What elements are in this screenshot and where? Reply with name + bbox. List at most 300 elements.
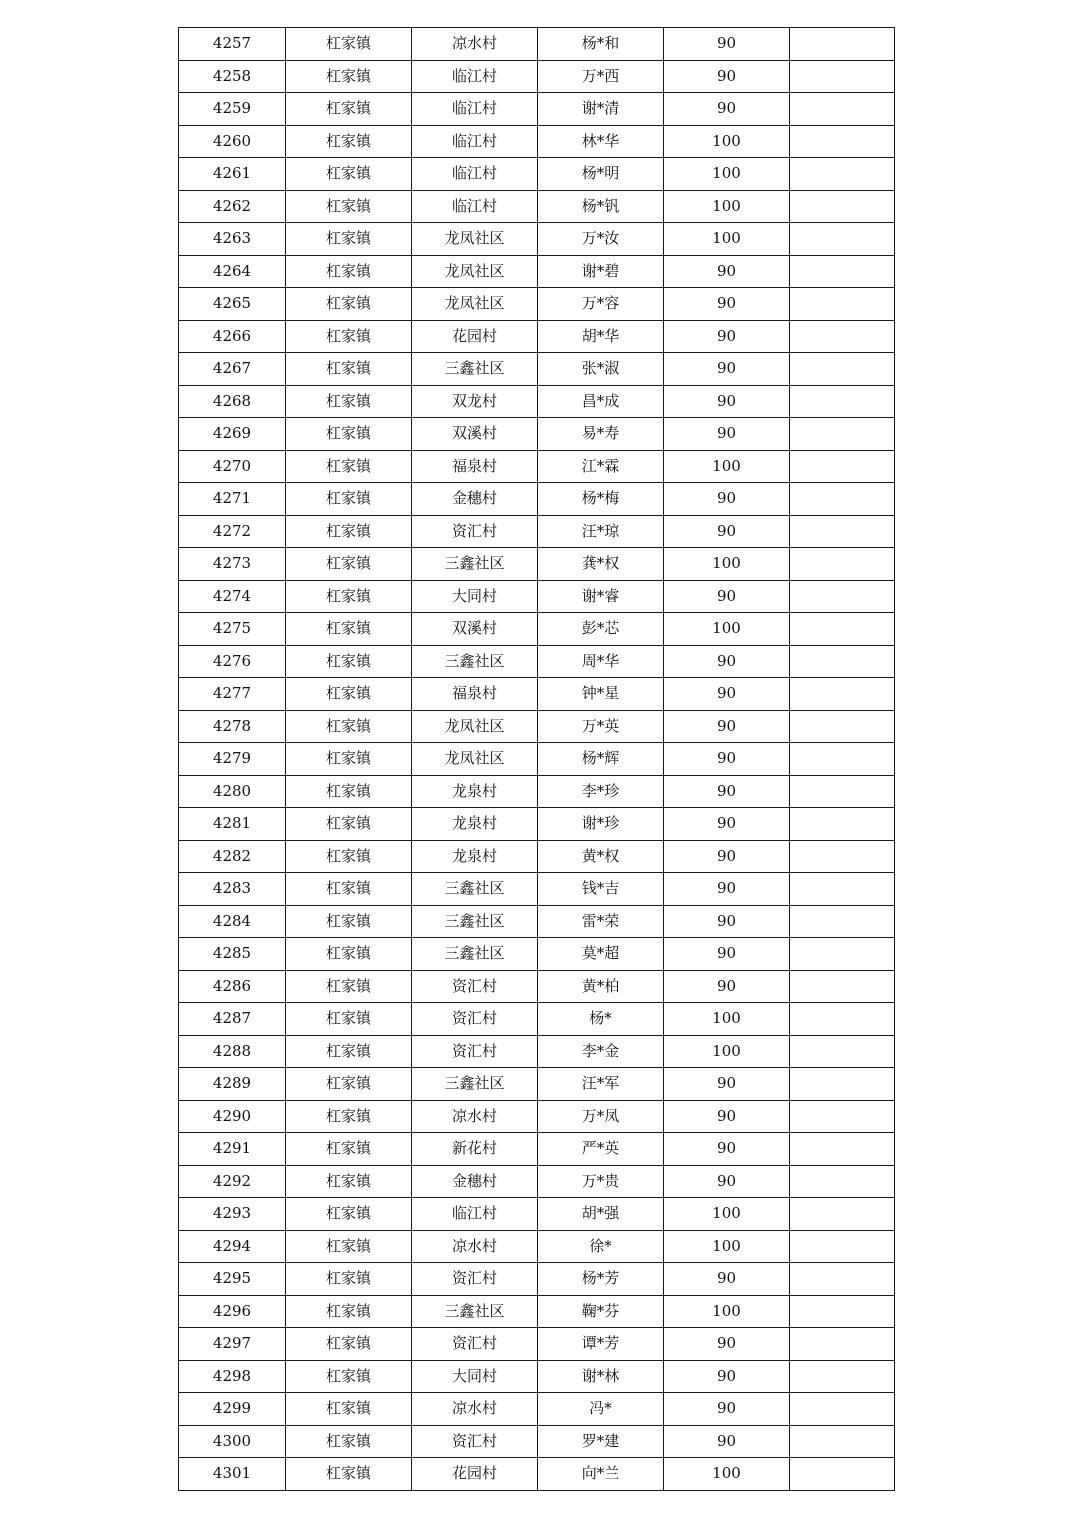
cell-village: 龙泉村 bbox=[412, 840, 538, 873]
cell-village: 资汇村 bbox=[412, 1263, 538, 1296]
cell-name: 谢*清 bbox=[538, 93, 664, 126]
cell-town: 杠家镇 bbox=[286, 1165, 412, 1198]
cell-number: 4278 bbox=[179, 710, 286, 743]
cell-town: 杠家镇 bbox=[286, 613, 412, 646]
cell-village: 资汇村 bbox=[412, 1035, 538, 1068]
cell-number: 4277 bbox=[179, 678, 286, 711]
cell-name: 谢*碧 bbox=[538, 255, 664, 288]
cell-town: 杠家镇 bbox=[286, 1360, 412, 1393]
cell-name: 万*凤 bbox=[538, 1100, 664, 1133]
cell-amount: 100 bbox=[664, 158, 790, 191]
cell-name: 周*华 bbox=[538, 645, 664, 678]
cell-town: 杠家镇 bbox=[286, 1003, 412, 1036]
cell-town: 杠家镇 bbox=[286, 1328, 412, 1361]
cell-name: 徐* bbox=[538, 1230, 664, 1263]
cell-note bbox=[790, 905, 895, 938]
cell-town: 杠家镇 bbox=[286, 710, 412, 743]
table-row bbox=[179, 580, 895, 613]
cell-amount: 90 bbox=[664, 1360, 790, 1393]
cell-name: 钟*星 bbox=[538, 678, 664, 711]
cell-number: 4264 bbox=[179, 255, 286, 288]
cell-note bbox=[790, 1035, 895, 1068]
cell-amount: 90 bbox=[664, 1165, 790, 1198]
cell-village: 三鑫社区 bbox=[412, 1068, 538, 1101]
cell-name: 谢*珍 bbox=[538, 808, 664, 841]
cell-town: 杠家镇 bbox=[286, 775, 412, 808]
cell-note bbox=[790, 1328, 895, 1361]
cell-number: 4296 bbox=[179, 1295, 286, 1328]
cell-village: 龙凤社区 bbox=[412, 223, 538, 256]
cell-number: 4284 bbox=[179, 905, 286, 938]
cell-name: 罗*建 bbox=[538, 1425, 664, 1458]
cell-amount: 90 bbox=[664, 905, 790, 938]
cell-amount: 90 bbox=[664, 580, 790, 613]
cell-note bbox=[790, 1100, 895, 1133]
table-row bbox=[179, 1230, 895, 1263]
cell-name: 向*兰 bbox=[538, 1458, 664, 1491]
cell-note bbox=[790, 1068, 895, 1101]
cell-amount: 90 bbox=[664, 645, 790, 678]
cell-town: 杠家镇 bbox=[286, 60, 412, 93]
cell-village: 三鑫社区 bbox=[412, 905, 538, 938]
cell-note bbox=[790, 418, 895, 451]
cell-number: 4288 bbox=[179, 1035, 286, 1068]
cell-note bbox=[790, 938, 895, 971]
table-row bbox=[179, 743, 895, 776]
table-row bbox=[179, 418, 895, 451]
cell-number: 4275 bbox=[179, 613, 286, 646]
cell-number: 4268 bbox=[179, 385, 286, 418]
cell-note bbox=[790, 320, 895, 353]
cell-village: 三鑫社区 bbox=[412, 548, 538, 581]
cell-name: 严*英 bbox=[538, 1133, 664, 1166]
cell-town: 杠家镇 bbox=[286, 873, 412, 906]
table-row bbox=[179, 1328, 895, 1361]
cell-village: 临江村 bbox=[412, 125, 538, 158]
cell-town: 杠家镇 bbox=[286, 1035, 412, 1068]
cell-village: 双龙村 bbox=[412, 385, 538, 418]
cell-name: 汪*军 bbox=[538, 1068, 664, 1101]
cell-name: 万*西 bbox=[538, 60, 664, 93]
cell-amount: 90 bbox=[664, 1133, 790, 1166]
table-body bbox=[179, 28, 895, 1491]
cell-amount: 100 bbox=[664, 1198, 790, 1231]
cell-number: 4274 bbox=[179, 580, 286, 613]
cell-town: 杠家镇 bbox=[286, 905, 412, 938]
cell-number: 4271 bbox=[179, 483, 286, 516]
cell-amount: 100 bbox=[664, 1003, 790, 1036]
cell-note bbox=[790, 450, 895, 483]
cell-town: 杠家镇 bbox=[286, 288, 412, 321]
cell-amount: 90 bbox=[664, 353, 790, 386]
cell-town: 杠家镇 bbox=[286, 125, 412, 158]
cell-village: 金穗村 bbox=[412, 1165, 538, 1198]
table-row bbox=[179, 450, 895, 483]
cell-amount: 90 bbox=[664, 288, 790, 321]
cell-town: 杠家镇 bbox=[286, 320, 412, 353]
cell-name: 江*霖 bbox=[538, 450, 664, 483]
cell-town: 杠家镇 bbox=[286, 158, 412, 191]
table-row bbox=[179, 1100, 895, 1133]
cell-amount: 90 bbox=[664, 710, 790, 743]
cell-town: 杠家镇 bbox=[286, 1263, 412, 1296]
cell-note bbox=[790, 678, 895, 711]
cell-number: 4298 bbox=[179, 1360, 286, 1393]
cell-village: 临江村 bbox=[412, 1198, 538, 1231]
table-row bbox=[179, 483, 895, 516]
cell-amount: 90 bbox=[664, 483, 790, 516]
cell-note bbox=[790, 1230, 895, 1263]
cell-name: 莫*超 bbox=[538, 938, 664, 971]
cell-town: 杠家镇 bbox=[286, 450, 412, 483]
table-row bbox=[179, 840, 895, 873]
cell-amount: 90 bbox=[664, 840, 790, 873]
cell-village: 龙凤社区 bbox=[412, 288, 538, 321]
cell-number: 4276 bbox=[179, 645, 286, 678]
cell-note bbox=[790, 808, 895, 841]
cell-note bbox=[790, 1198, 895, 1231]
cell-note bbox=[790, 840, 895, 873]
cell-name: 杨* bbox=[538, 1003, 664, 1036]
cell-name: 易*寿 bbox=[538, 418, 664, 451]
cell-town: 杠家镇 bbox=[286, 1230, 412, 1263]
cell-name: 万*英 bbox=[538, 710, 664, 743]
table-row bbox=[179, 1198, 895, 1231]
cell-note bbox=[790, 645, 895, 678]
cell-amount: 90 bbox=[664, 1100, 790, 1133]
cell-village: 临江村 bbox=[412, 190, 538, 223]
cell-village: 三鑫社区 bbox=[412, 873, 538, 906]
cell-name: 万*容 bbox=[538, 288, 664, 321]
cell-amount: 90 bbox=[664, 515, 790, 548]
cell-number: 4261 bbox=[179, 158, 286, 191]
cell-village: 资汇村 bbox=[412, 970, 538, 1003]
cell-town: 杠家镇 bbox=[286, 580, 412, 613]
cell-note bbox=[790, 93, 895, 126]
cell-amount: 100 bbox=[664, 190, 790, 223]
cell-town: 杠家镇 bbox=[286, 483, 412, 516]
cell-town: 杠家镇 bbox=[286, 1068, 412, 1101]
cell-town: 杠家镇 bbox=[286, 28, 412, 61]
cell-number: 4279 bbox=[179, 743, 286, 776]
cell-village: 资汇村 bbox=[412, 1328, 538, 1361]
cell-name: 杨*芳 bbox=[538, 1263, 664, 1296]
cell-number: 4293 bbox=[179, 1198, 286, 1231]
cell-number: 4283 bbox=[179, 873, 286, 906]
cell-name: 林*华 bbox=[538, 125, 664, 158]
cell-amount: 100 bbox=[664, 548, 790, 581]
table-row bbox=[179, 808, 895, 841]
table-row bbox=[179, 385, 895, 418]
cell-village: 福泉村 bbox=[412, 678, 538, 711]
cell-note bbox=[790, 743, 895, 776]
cell-name: 谢*林 bbox=[538, 1360, 664, 1393]
cell-name: 龚*权 bbox=[538, 548, 664, 581]
cell-village: 龙凤社区 bbox=[412, 710, 538, 743]
table-row bbox=[179, 515, 895, 548]
table-row bbox=[179, 970, 895, 1003]
cell-village: 临江村 bbox=[412, 60, 538, 93]
cell-note bbox=[790, 1263, 895, 1296]
cell-amount: 90 bbox=[664, 970, 790, 1003]
cell-number: 4259 bbox=[179, 93, 286, 126]
cell-number: 4270 bbox=[179, 450, 286, 483]
table-row bbox=[179, 1133, 895, 1166]
cell-town: 杠家镇 bbox=[286, 678, 412, 711]
table-row bbox=[179, 548, 895, 581]
cell-name: 鞠*芬 bbox=[538, 1295, 664, 1328]
cell-village: 龙凤社区 bbox=[412, 743, 538, 776]
cell-amount: 90 bbox=[664, 1068, 790, 1101]
cell-amount: 90 bbox=[664, 1425, 790, 1458]
cell-town: 杠家镇 bbox=[286, 1133, 412, 1166]
cell-number: 4300 bbox=[179, 1425, 286, 1458]
table-row bbox=[179, 93, 895, 126]
cell-note bbox=[790, 1295, 895, 1328]
cell-note bbox=[790, 1393, 895, 1426]
cell-village: 凉水村 bbox=[412, 28, 538, 61]
cell-village: 资汇村 bbox=[412, 515, 538, 548]
cell-town: 杠家镇 bbox=[286, 255, 412, 288]
table-row bbox=[179, 288, 895, 321]
table-row bbox=[179, 645, 895, 678]
cell-number: 4260 bbox=[179, 125, 286, 158]
cell-name: 谭*芳 bbox=[538, 1328, 664, 1361]
cell-town: 杠家镇 bbox=[286, 385, 412, 418]
cell-number: 4291 bbox=[179, 1133, 286, 1166]
cell-amount: 90 bbox=[664, 60, 790, 93]
cell-amount: 90 bbox=[664, 255, 790, 288]
cell-name: 李*珍 bbox=[538, 775, 664, 808]
cell-amount: 100 bbox=[664, 450, 790, 483]
cell-name: 万*贵 bbox=[538, 1165, 664, 1198]
cell-number: 4269 bbox=[179, 418, 286, 451]
cell-note bbox=[790, 515, 895, 548]
table-row bbox=[179, 905, 895, 938]
cell-note bbox=[790, 1165, 895, 1198]
cell-number: 4262 bbox=[179, 190, 286, 223]
table-row bbox=[179, 158, 895, 191]
table-row bbox=[179, 1165, 895, 1198]
cell-note bbox=[790, 158, 895, 191]
cell-village: 大同村 bbox=[412, 1360, 538, 1393]
cell-town: 杠家镇 bbox=[286, 743, 412, 776]
cell-amount: 100 bbox=[664, 1035, 790, 1068]
cell-amount: 90 bbox=[664, 1263, 790, 1296]
cell-amount: 90 bbox=[664, 743, 790, 776]
cell-village: 临江村 bbox=[412, 158, 538, 191]
cell-name: 谢*睿 bbox=[538, 580, 664, 613]
table-row bbox=[179, 320, 895, 353]
cell-town: 杠家镇 bbox=[286, 223, 412, 256]
cell-town: 杠家镇 bbox=[286, 645, 412, 678]
cell-note bbox=[790, 385, 895, 418]
cell-number: 4301 bbox=[179, 1458, 286, 1491]
cell-town: 杠家镇 bbox=[286, 1458, 412, 1491]
table-row bbox=[179, 1458, 895, 1491]
cell-village: 龙泉村 bbox=[412, 808, 538, 841]
cell-note bbox=[790, 580, 895, 613]
cell-note bbox=[790, 710, 895, 743]
cell-name: 杨*钒 bbox=[538, 190, 664, 223]
cell-village: 三鑫社区 bbox=[412, 353, 538, 386]
cell-village: 资汇村 bbox=[412, 1425, 538, 1458]
cell-number: 4299 bbox=[179, 1393, 286, 1426]
cell-amount: 90 bbox=[664, 678, 790, 711]
table-row bbox=[179, 710, 895, 743]
cell-name: 冯* bbox=[538, 1393, 664, 1426]
table-row bbox=[179, 1360, 895, 1393]
cell-note bbox=[790, 548, 895, 581]
table-row bbox=[179, 223, 895, 256]
cell-amount: 100 bbox=[664, 223, 790, 256]
table-row bbox=[179, 1425, 895, 1458]
table-row bbox=[179, 1035, 895, 1068]
cell-village: 大同村 bbox=[412, 580, 538, 613]
cell-name: 杨*和 bbox=[538, 28, 664, 61]
cell-number: 4294 bbox=[179, 1230, 286, 1263]
cell-town: 杠家镇 bbox=[286, 93, 412, 126]
cell-village: 三鑫社区 bbox=[412, 645, 538, 678]
table-row bbox=[179, 613, 895, 646]
cell-name: 万*汝 bbox=[538, 223, 664, 256]
table-row bbox=[179, 353, 895, 386]
cell-note bbox=[790, 190, 895, 223]
cell-village: 福泉村 bbox=[412, 450, 538, 483]
cell-village: 新花村 bbox=[412, 1133, 538, 1166]
cell-village: 临江村 bbox=[412, 93, 538, 126]
cell-town: 杠家镇 bbox=[286, 548, 412, 581]
table-row bbox=[179, 1003, 895, 1036]
cell-number: 4267 bbox=[179, 353, 286, 386]
cell-number: 4257 bbox=[179, 28, 286, 61]
cell-amount: 90 bbox=[664, 320, 790, 353]
table-row bbox=[179, 125, 895, 158]
cell-amount: 90 bbox=[664, 418, 790, 451]
table-row bbox=[179, 678, 895, 711]
data-table bbox=[178, 27, 895, 1491]
cell-amount: 100 bbox=[664, 613, 790, 646]
cell-town: 杠家镇 bbox=[286, 970, 412, 1003]
cell-amount: 90 bbox=[664, 775, 790, 808]
cell-number: 4290 bbox=[179, 1100, 286, 1133]
cell-town: 杠家镇 bbox=[286, 418, 412, 451]
table-row bbox=[179, 1068, 895, 1101]
cell-number: 4266 bbox=[179, 320, 286, 353]
cell-village: 龙凤社区 bbox=[412, 255, 538, 288]
table-row bbox=[179, 255, 895, 288]
cell-amount: 100 bbox=[664, 1230, 790, 1263]
cell-name: 杨*辉 bbox=[538, 743, 664, 776]
cell-town: 杠家镇 bbox=[286, 1100, 412, 1133]
cell-town: 杠家镇 bbox=[286, 1393, 412, 1426]
cell-note bbox=[790, 1458, 895, 1491]
table-row bbox=[179, 938, 895, 971]
cell-town: 杠家镇 bbox=[286, 938, 412, 971]
cell-name: 胡*华 bbox=[538, 320, 664, 353]
cell-number: 4285 bbox=[179, 938, 286, 971]
cell-number: 4281 bbox=[179, 808, 286, 841]
cell-number: 4289 bbox=[179, 1068, 286, 1101]
cell-number: 4258 bbox=[179, 60, 286, 93]
cell-village: 花园村 bbox=[412, 1458, 538, 1491]
cell-village: 金穗村 bbox=[412, 483, 538, 516]
cell-village: 花园村 bbox=[412, 320, 538, 353]
cell-note bbox=[790, 970, 895, 1003]
cell-number: 4272 bbox=[179, 515, 286, 548]
cell-name: 钱*吉 bbox=[538, 873, 664, 906]
cell-note bbox=[790, 1003, 895, 1036]
cell-town: 杠家镇 bbox=[286, 1425, 412, 1458]
cell-village: 龙泉村 bbox=[412, 775, 538, 808]
cell-amount: 90 bbox=[664, 1393, 790, 1426]
cell-note bbox=[790, 255, 895, 288]
cell-amount: 90 bbox=[664, 808, 790, 841]
cell-name: 彭*芯 bbox=[538, 613, 664, 646]
cell-note bbox=[790, 28, 895, 61]
cell-amount: 90 bbox=[664, 938, 790, 971]
cell-note bbox=[790, 483, 895, 516]
cell-name: 杨*明 bbox=[538, 158, 664, 191]
cell-note bbox=[790, 1133, 895, 1166]
cell-number: 4263 bbox=[179, 223, 286, 256]
cell-town: 杠家镇 bbox=[286, 808, 412, 841]
cell-number: 4265 bbox=[179, 288, 286, 321]
cell-name: 黄*权 bbox=[538, 840, 664, 873]
cell-name: 胡*强 bbox=[538, 1198, 664, 1231]
cell-village: 资汇村 bbox=[412, 1003, 538, 1036]
cell-town: 杠家镇 bbox=[286, 515, 412, 548]
cell-amount: 90 bbox=[664, 873, 790, 906]
cell-amount: 100 bbox=[664, 125, 790, 158]
cell-amount: 100 bbox=[664, 1458, 790, 1491]
cell-note bbox=[790, 775, 895, 808]
table-row bbox=[179, 28, 895, 61]
cell-village: 三鑫社区 bbox=[412, 1295, 538, 1328]
cell-village: 凉水村 bbox=[412, 1393, 538, 1426]
cell-note bbox=[790, 353, 895, 386]
cell-number: 4280 bbox=[179, 775, 286, 808]
cell-name: 雷*荣 bbox=[538, 905, 664, 938]
cell-note bbox=[790, 1360, 895, 1393]
cell-number: 4273 bbox=[179, 548, 286, 581]
table-row bbox=[179, 873, 895, 906]
cell-name: 张*淑 bbox=[538, 353, 664, 386]
cell-town: 杠家镇 bbox=[286, 353, 412, 386]
cell-note bbox=[790, 223, 895, 256]
cell-town: 杠家镇 bbox=[286, 1295, 412, 1328]
cell-village: 双溪村 bbox=[412, 613, 538, 646]
cell-note bbox=[790, 60, 895, 93]
cell-amount: 90 bbox=[664, 385, 790, 418]
cell-number: 4287 bbox=[179, 1003, 286, 1036]
table-row bbox=[179, 1295, 895, 1328]
cell-number: 4295 bbox=[179, 1263, 286, 1296]
cell-note bbox=[790, 873, 895, 906]
table-row bbox=[179, 1393, 895, 1426]
table-row bbox=[179, 60, 895, 93]
cell-town: 杠家镇 bbox=[286, 840, 412, 873]
cell-village: 凉水村 bbox=[412, 1230, 538, 1263]
cell-amount: 90 bbox=[664, 28, 790, 61]
cell-village: 三鑫社区 bbox=[412, 938, 538, 971]
cell-town: 杠家镇 bbox=[286, 1198, 412, 1231]
cell-name: 汪*琼 bbox=[538, 515, 664, 548]
cell-number: 4292 bbox=[179, 1165, 286, 1198]
cell-note bbox=[790, 613, 895, 646]
cell-name: 昌*成 bbox=[538, 385, 664, 418]
table-row bbox=[179, 775, 895, 808]
